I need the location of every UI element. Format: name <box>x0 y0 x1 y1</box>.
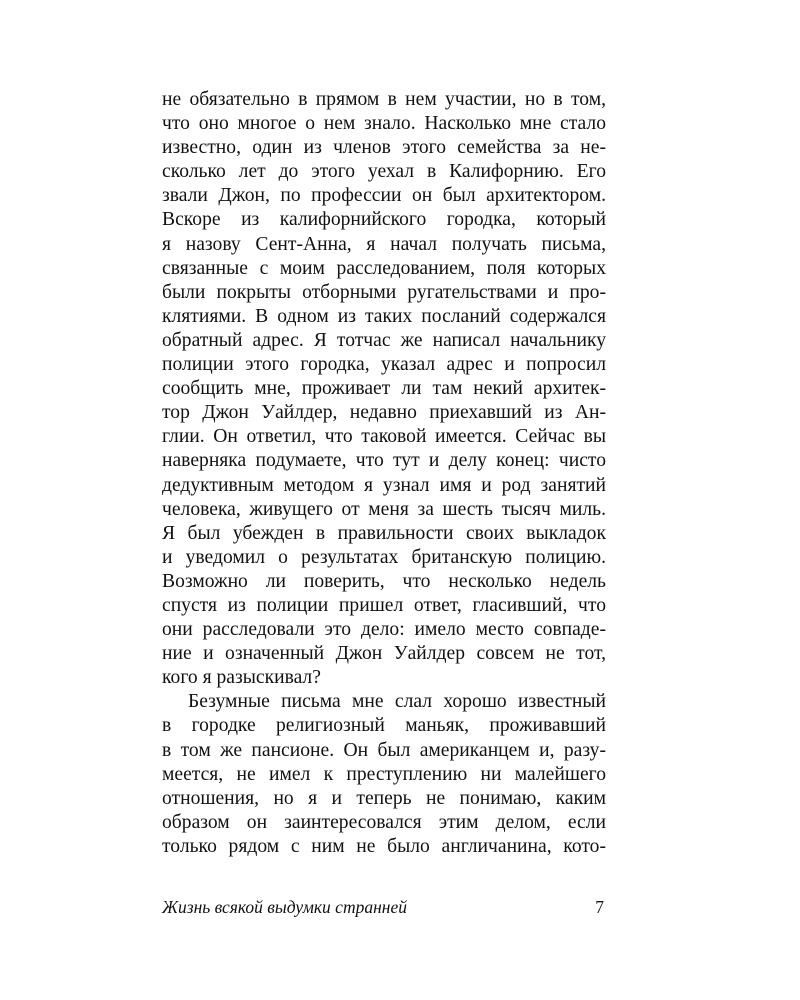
text-line: в том же пансионе. Он был американцем и, разу- <box>162 739 606 761</box>
text-line: глии. Он ответил, что таковой имеется. Сейчас вы <box>162 426 606 448</box>
text-line: только рядом с ним не было англичанина, кото- <box>162 835 606 857</box>
text-line: не обязательно в прямом в нем участии, но в том, <box>162 89 606 110</box>
paragraph <box>162 88 606 690</box>
text-line: клятиями. В одном из таких посланий содержался <box>162 305 606 327</box>
text-line: отношения, но я и теперь не понимаю, каким <box>162 787 606 809</box>
text-line: и уведомил о результатах британскую полицию. <box>162 546 606 568</box>
text-line: Безумные письма мне слал хорошо известный <box>188 691 606 713</box>
text-line: полиции этого городка, указал адрес и попросил <box>162 354 606 376</box>
text-line: обратный адрес. Я тотчас же написал начальнику <box>162 329 606 351</box>
text-line: связанные с моим расследованием, поля которых <box>162 257 606 279</box>
page-number: 7 <box>595 897 604 917</box>
running-title: Жизнь всякой выдумки странней <box>162 897 407 917</box>
text-line: были покрыты отборными ругательствами и про- <box>162 281 606 303</box>
text-line: я назову Сент-Анна, я начал получать письма, <box>162 233 606 255</box>
text-line: спустя из полиции пришел ответ, гласивший, что <box>162 594 606 616</box>
text-line: Я был убежден в правильности своих выкладок <box>162 522 606 544</box>
text-line: кого я разыскивал? <box>162 667 321 689</box>
text-line: дедуктивным методом я узнал имя и род занятий <box>162 474 606 496</box>
text-line: что оно многое о нем знало. Насколько мне стало <box>162 113 606 135</box>
text-line: меется, не имел к преступлению ни малейшего <box>162 763 606 785</box>
text-line: Вскоре из калифорнийского городка, который <box>162 209 606 231</box>
text-line: сообщить мне, проживает ли там некий архитек- <box>162 378 606 400</box>
text-line: образом он заинтересовался этим делом, если <box>162 811 606 833</box>
text-line: наверняка подумаете, что тут и делу конец: чисто <box>162 450 606 472</box>
text-line: звали Джон, по профессии он был архитектором. <box>162 185 606 207</box>
text-line: тор Джон Уайлдер, недавно приехавший из Ан- <box>162 402 606 424</box>
text-line: Возможно ли поверить, что несколько недель <box>162 570 606 592</box>
text-line: они расследовали это дело: имело место совпаде- <box>162 619 606 641</box>
paragraph <box>162 690 606 859</box>
text-line: известно, один из членов этого семейства за не- <box>162 137 606 159</box>
body-text <box>162 88 606 859</box>
text-line: в городке религиозный маньяк, проживавший <box>162 715 606 737</box>
text-line: человека, живущего от меня за шесть тысяч миль. <box>162 498 606 520</box>
text-line: ние и означенный Джон Уайлдер совсем не тот, <box>162 643 606 665</box>
text-line: сколько лет до этого уехал в Калифорнию. Его <box>162 161 606 183</box>
